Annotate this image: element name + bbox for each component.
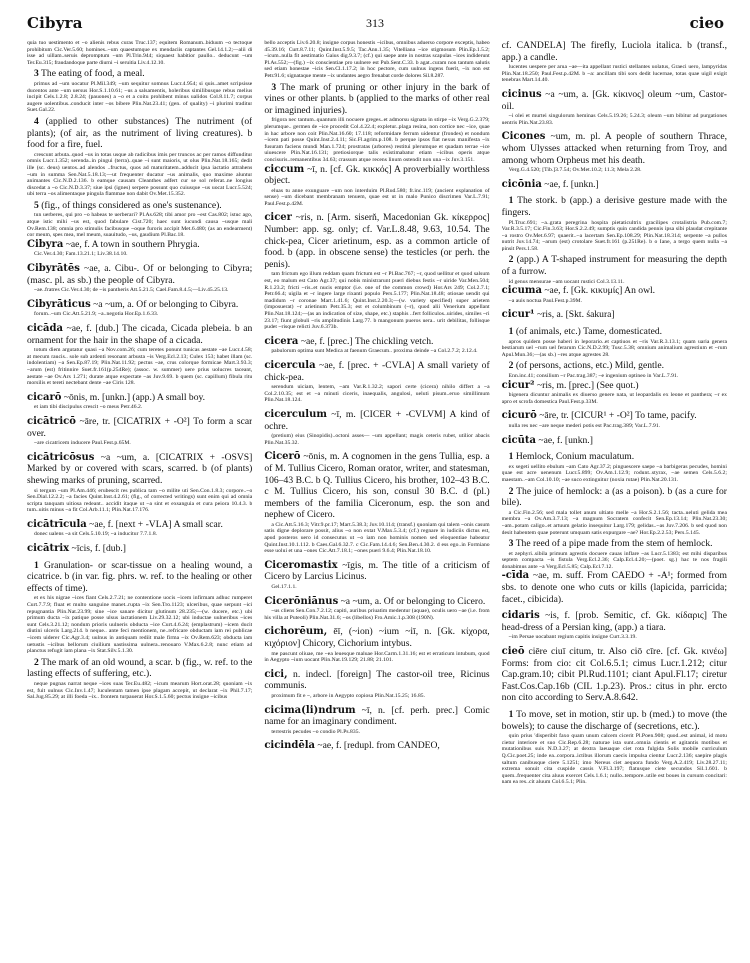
sense-text: (of animals, etc.) Tame, domesticated. bbox=[515, 326, 663, 338]
dictionary-entry bbox=[264, 451, 489, 555]
definition-line bbox=[502, 570, 727, 605]
page-number: 313 bbox=[366, 16, 384, 30]
citation-block: pabulorum optima sunt Medica at faenum Graecum.. proxima deinde ~a Col.2.7.2; 2.12.4. bbox=[271, 348, 478, 355]
definition-text: ~ae, f. [unkn.] bbox=[541, 178, 599, 190]
definition-line bbox=[264, 596, 489, 608]
citation-block: crescunt arbuta..quod ~us in totas usque ab radicibus imis per truncos ac per ramos diffunditur omnis Lucr.1.352; serenda..in pingui (terra)..quae ~i sunt maioris, ut olus Plin.Nat.18.165; dedit ille (sc. deus) uentos..ad alendos ..fructus, quos ad maturitatem..adducit ipsa iactatio attrahens ~um in summa Sen.Nat.5.18.13;—ut frequenter ducatur ~us animalis, quo maxime aluntur animantes Cic.N.D.2.136. b eamque causam Cleanthes adfert cur se sol referat..ne longius discedat a ~o Cic.N.D.3.37; siue ipsi (ignes) serpere possunt quo cuiusque ~us uocat Lucr.5.524; ubi terra ~os alimentaque pingula flammae non dabit Ov.Met.15.352. bbox=[27, 151, 253, 198]
headword: cichorēum, bbox=[264, 626, 328, 638]
citation-block: tam frictum ego illum reddam quam frictum est ~r Pl.Bac.767; ~r, quod uellitur et quod salsum est, eo malum est Cato Agr.37; qui nobis ministrarunt pueri diebus festis ~r uiride Var.Men.504; R.1.23.2; fricti ~ris..et nucis emptor (i.e. one of the common crowd) Hor.Ars 249; Col.2.7.1; Petr.66.4; uigila et ~r ingere large rixanti populo Pers.5.177; Plin.Nat.18.48; otiosae uendit qui madidum ~r coronae Mart.1.41.6; Quint.Inst.2.20.3;—(w. variety specified) super arietem (imposuerat) ~r arietinum Petr.35.3; est et columbinum (~r), quod alii Venerium appellant Plin.Nat.18.124;—(as an indication of size, shape, etc.) staphis ..fert folliculos..uirides, similes ~ri 23.17; fiunt globuli ~ris amplitudinis Larg.77. b mangonum pueros uera.. urit debilitas, follisque pudet ~risque relicti Juv.6.373b. bbox=[264, 271, 490, 331]
entry-continuation bbox=[502, 40, 727, 84]
citation-continuation: bello acceptis Liv.6.20.8; insigne corpus honestis ~icibus, omnibus aduerso corpore exceptis, habeo 45.39.16; Curt.8.7.11; Quint.Inst.5.9.5; Tac.Ann.1.35; Vitelliana ~ice stigmosum Plin.Ep.1.5.2; ~icum..nulla fit aestimatio Gaius dig.9.3.7; (cf.) qui saepe ante in nostras scapulas ~ices indiderunt Pl.As.552;—(fig.) ~ix conscientiae pro uulnere est Pub.Sent.C.33. b agat..curam non tantum salutis sed etiam honestae ~icis Sen.Cl.1.17.2; in hoc pectore, cum uulnus ingens fuerit, ~ix non est Petr.91.6; signataque mente ~ix undantes aegro frenabat corde dolores Sil.8.287. bbox=[264, 40, 490, 79]
dictionary-entry bbox=[264, 360, 489, 404]
sense-number: 2 bbox=[508, 254, 514, 266]
citation-block: ~im Persae uocabant regium capitis insigne Curt.3.3.19. bbox=[508, 634, 637, 641]
definition-line bbox=[502, 179, 727, 191]
headword: ciccum bbox=[264, 163, 305, 175]
citation-block: ex segeti uellito ebulum ~am Cato Agr.37.2; pinguescere saepe ~a barbigeras pecudes, homini quae est acre uenenum Lucr.5.899; Ov.Am.1.12.9; rodunt..styrax, ~ae semen Cels.5.6.2; maestam..~am Col.10.10; ~ae suco extinguitur (noxia rutae) Plin.Nat.20.131. bbox=[501, 463, 727, 483]
citation-block: donec ualens ~a sit Cels.5.10.19; ~a inducitur 7.7.1.8. bbox=[34, 531, 158, 538]
definition-line bbox=[264, 626, 489, 649]
definition-line bbox=[264, 212, 489, 270]
sense-text: (of persons, actions, etc.) Mild, gentle. bbox=[515, 360, 664, 372]
definition-line bbox=[502, 646, 727, 704]
dictionary-entry bbox=[264, 705, 489, 736]
sense-number: 5 bbox=[34, 199, 39, 211]
headword: Cibyrātēs bbox=[27, 263, 80, 275]
definition-text: ~īgis, m. The title of a criticism of Cicero by Larcius Licinus. bbox=[264, 559, 490, 583]
headword: Cicerōniānus bbox=[264, 595, 339, 607]
citation-block: quin prius 'disperibit faxo quam unum calcem cicerit Pl.Poen.908; quod..est animal, id motu cietur interiore et suo Cic.Rep.6.28; naturae ista sunt..omnia cientis et agitantis motibus et mutationibus suis N.D.3.27; at dextra laeuaque ciet rota fulgida Solis mobile curriculum Q.Cic.poet.25; inde ea..corpora..ictibus illorum caecis impulsa cientur Lucr.2.136; saepire plagis saltum canibusque ciere 5.1251; imo Nereus ciet aequora fundo Verg.A.2.419; Liv.28.27.11; extrema sonuit cita cuspide cassis V.Fl.3.197; flatusque ciete secundos Sil.1.601. b quem..frequenter cita aluus exercet Cels.1.6.1; nullo..tempore..utile est boues in cursum concitari: nam ea res..cit aluum Col.6.5.1; Plin. bbox=[501, 733, 727, 786]
definition-line bbox=[502, 89, 727, 112]
definition-text: ~ōnis, m. A cognomen in the gens Tullia, esp. a of M. Tullius Cicero, Roman orator, writer, and statesman, 106–43 B.C. b Q. Tullius Cicero, his brother, 102–43 B.C. c M. Tullius Cicero, his son, consul 30 B.C. d (pl.) members of the familia Ciceronum, esp. the son and nephew of Cicero. bbox=[264, 451, 490, 521]
headword: cicāda bbox=[27, 323, 63, 334]
citation-block: id genus mensurae ~am uocant rustici Col.3.13.11. bbox=[508, 278, 625, 285]
headword: cicur² bbox=[501, 379, 535, 391]
sense-number: 1 bbox=[508, 451, 514, 463]
definition-line bbox=[27, 392, 252, 404]
headword: cicur¹ bbox=[501, 309, 535, 321]
definition-text: ~ōnis, m. [unkn.] (app.) A small boy. bbox=[61, 391, 206, 403]
sense-text: (app.) A T-shaped instrument for measuring the depth of a furrow. bbox=[501, 254, 727, 278]
citation-block: frigora nec tantum..quantum illi nocuere greges..et admorsu signata in stirpe ~ix Verg.G.2.379; plerumque.. germen de ~ice procedit Col.4.22.4; expletur..plaga resina, non cortice nec ~ice, quae in hac arbore non coit Plin.Nat.16.60; 17.118; reformidare ferrum uidentur (frondes) et nondum ~icem pati posse Quint.Inst.2.4.11; Sic.Fl.agrim.p.108. b perque ipsos fiat nexus manifesta ~ix fusuram faciens mundi Man.1.724; prostratas (arbores) restitui plerumque et quadam terrae ~ice uiuescere Plin.Nat.16.131; pretiosiorque talis existimabatur etiam ~icibus operis atque concisuris..remanentibus 34.63; crassum atque recens linum ostendit non una ~ix Juv.3.151. bbox=[264, 117, 490, 163]
sense-definition bbox=[502, 360, 727, 372]
citation-block: nulla res nec ~are neque mederi potis est Pac.trag.389; Var.L.7.91. bbox=[508, 422, 661, 429]
dictionary-entry bbox=[264, 560, 489, 591]
definition-text: ~a ~um, a. [CICATRIX + -OSVS] Marked by or covered with scars, scarred. b (of plants) shewing marks of pruning, scarred. bbox=[27, 451, 253, 486]
definition-text: ~a ~um, a. Of or belonging to Cicero. bbox=[338, 595, 486, 607]
definition-line bbox=[27, 543, 252, 555]
sense-definition bbox=[27, 200, 252, 212]
definition-text: ~a ~um, a. Of or belonging to Cibyra. bbox=[90, 298, 239, 310]
headword: -cīda bbox=[501, 570, 530, 582]
sense-number: 2 bbox=[34, 656, 39, 668]
citation-block: proximum fit e ~, arbore in Aegypto copiosa Plin.Nat.15.25; 16.85. bbox=[271, 692, 426, 699]
definition-text: ~ae, m. suff. From CAEDO + -A¹; formed from sbs. to denote one who cuts or kills (lapicida, parricida; facet., cibicida). bbox=[501, 570, 727, 605]
definition-text: ~ae, f. [prec.] The chickling vetch. bbox=[298, 335, 434, 347]
headword: cicūta bbox=[501, 434, 537, 446]
sense-definition bbox=[27, 116, 252, 151]
definition-line bbox=[502, 309, 727, 321]
headword: cicima(li)ndrum bbox=[264, 704, 356, 716]
dictionary-entry bbox=[502, 179, 727, 191]
dictionary-entry bbox=[502, 410, 727, 429]
citation-block: me pascunt oliuae, me ~ea leuesque maluae Hor.Carm.1.31.16; est et erraticum intubum, quod in Aegypto ~ium uocant Plin.Nat.19.129; 21.88; 21.101. bbox=[264, 650, 490, 664]
dictionary-entry bbox=[502, 309, 727, 321]
citation-block: et iam tibi discipulus crescit ~o meus Petr.46.2. bbox=[34, 404, 143, 411]
citation-block: Enn.inc.41; consilium ~r Pac.trag.387; ~e ingenium optineo in Var.L.7.91. bbox=[508, 373, 679, 379]
citation-block: tun uerberes, qui pro ~o habeas te uerberari? Pl.As.628; tibi amor pro ~est Cas.802; istuc ago, atque istic mihi ~us est, quod fabulare Cist.720; haec sunt iucundi causa ~usque mali Ov.Rem.138; omnia pro stimulis facibusque ~oque furoris accipit Met.6.480; (as an endearment) cor meum, spes mea, mel meum, suauitudo, ~us, gaudium Pl.Bac.18. bbox=[27, 212, 253, 239]
sense-text: The stork. b (app.) a derisive gesture made with the fingers. bbox=[501, 195, 727, 218]
dictionary-entry bbox=[27, 543, 252, 555]
definition-line bbox=[264, 669, 489, 692]
citation-block: a Cic.Att.5.16.3; Vitr.9.pr.17; Mart.5.38.3; Juv.10.114; (transf.) quoniam qui talem ~onis casum satis digne deplorare possit, alius ~o non extat V.Max.5.3.4; (cf.) regnare in iudiciis dictus est, apud posteros uero id consecutus ut ~o iam non hominis nomen sed eloquentiae habeatur Quint.Inst.10.1.112. b Caes.Gal.6.32.7. c Cic.Fam.14.4.6; Sen.Ben.4.30.2. d ess ego..in Formiano esse uolui et una ~ones Cic.Att.7.18.1; ~ones pueri 9.6.4; Plin.Nat.18.10. bbox=[264, 521, 490, 555]
dictionary-entry bbox=[502, 285, 727, 304]
definition-line bbox=[264, 360, 489, 383]
dictionary-entry bbox=[502, 89, 727, 126]
sense-definition bbox=[502, 709, 727, 732]
column-3 bbox=[502, 40, 727, 955]
citation-block: ~us cliens Sen.Con.7.2.12; capiti, auribus priuatim medentur (aquae), oculis uero ~ae (i.e. from his villa at Puteoli) Plin.Nat.31.6; ~os (libellos) Fro.Amic.1.p.308 (190N). bbox=[264, 608, 490, 621]
dictionary-entry bbox=[264, 409, 489, 446]
sense-definition bbox=[502, 195, 727, 218]
sense-number: 3 bbox=[34, 68, 39, 80]
definition-text: ~ae, f. [prec. + -CVLA] A small variety of chick-pea. bbox=[264, 359, 490, 383]
dictionary-entry bbox=[27, 299, 252, 318]
definition-text: ciēre ciuī citum, tr. Also ciō cīre. [cf. Gk. κινέω] Forms: from cio: cit Col.6.5.1; cimus Lucr.1.212; citur Cap.gram.10; cibit Pl.Rud.1101; ciant Apul.Fl.17; ciretur Fast.Cos.Cap.16b (CIL 1.p.23). Pros.: citus in phr. ercto non cito according to Serv.A.8.642. bbox=[501, 646, 727, 704]
definition-text: ~ae, f. [next + -VLA] A small scar. bbox=[86, 518, 223, 530]
sense-definition bbox=[502, 254, 727, 277]
headword: cicerculum bbox=[264, 408, 327, 420]
dictionary-entry bbox=[27, 452, 252, 514]
sense-definition bbox=[264, 82, 489, 117]
citation-block: et zephyri..sibila primum agrestis docuere cauas inflare ~as Lucr.5.1383; est mihi disparibus septem compacta ~is fistula Verg.Ecl.2.36; Calp.Ecl.4.20;—(poet. sg.) hac te nos fragili donabimus ante ~a Verg.Ecl.5.85; Calp.Ecl.7.12. bbox=[501, 550, 727, 570]
dictionary-entry bbox=[264, 596, 489, 622]
dictionary-entry bbox=[264, 626, 489, 663]
sense-text: The eating of food, a meal. bbox=[41, 68, 145, 80]
dictionary-entry bbox=[264, 212, 489, 330]
sense-number: 1 bbox=[34, 559, 39, 571]
citation-block: apros quidem posse haberi in leporario..et captiuos et ~ris Var.R.3.13.1; quam uaria genera bestiarum uel ~rum uel ferarum Cic.N.D.2.99; Tusc.5.38; omnium animalium agrestium et ~rum Apul.Mun.36;—(as sb.) ~res atque agrestes 28. bbox=[501, 338, 727, 358]
citation-block: Cic.Ver.4.30; Fam.13.21.1; Liv.38.14.10. bbox=[34, 251, 128, 258]
dictionary-entry bbox=[27, 263, 252, 294]
headword: cidaris bbox=[501, 610, 540, 622]
headword: cicarō bbox=[27, 391, 62, 403]
definition-text: ~ris, n. [Arm. siserň, Macedonian Gk. κίκερρος] Number: app. sg. only; cf. Var.L.8.48, 9.63, 10.54. The chick-pea, Cicer arietinum, esp. as a common article of food. b (app. in obscene sense) the testicles (or perh. the penis). bbox=[264, 212, 490, 270]
citation-block: Verg.G.4.520; [Tib.]3.7.54; Ov.Met.10.2; 11.3; Mela 2.28. bbox=[508, 167, 642, 174]
headword: cicōnia bbox=[501, 178, 542, 190]
dictionary-entry bbox=[502, 380, 727, 406]
citation-block: ~ae..fratres Cic.Ver.4.30; de ~is pantheris Att.5.21.5; Cael.Fam.8.4.5;—Liv.45.25.13. bbox=[34, 287, 229, 294]
sense-text: (fig., of things considered as one's sustenance). bbox=[41, 199, 222, 211]
dictionary-entry bbox=[27, 323, 252, 387]
definition-text: ~āre, tr. [CICATRIX + -O²] To form a scar over. bbox=[27, 415, 253, 439]
citation-block: primus ad ~um uocatur Pl.Mil.349; ~um sequitur somnus Lucr.4.954; si quis..amet scripsisse ducentos ante ~um uersus Hor.S.1.10.61; ~us a salsamentis, holeribus similibusque rebus melius incipit Cels.1.2.8; 2.8.24; (pauones) a ~o et a coitu prohibent minus ualidos Col.8.11.7; corpus augere uolentibus..conducit inter ~os bibere Plin.Nat.23.41; (gen. of quality) ~i plurimi traditur Suet.Gal.22. bbox=[27, 80, 253, 114]
definition-line bbox=[502, 285, 727, 297]
sense-number: 1 bbox=[508, 326, 514, 338]
definition-line bbox=[27, 263, 252, 286]
sense-number: 4 bbox=[34, 115, 39, 127]
sense-number: 1 bbox=[508, 195, 514, 207]
definition-text: ~ī, n. [cf. Gk. κικκός] A proverbially worthless object. bbox=[264, 163, 490, 187]
headword: cicurō bbox=[501, 410, 537, 422]
headword: cicātrīcula bbox=[27, 518, 87, 530]
citation-block: totum diem argutatur quasi ~a Nov.com.26; cum teretes ponunt tunicas aestate ~ae Lucr.4.58; at mecum raucis.. sole sub ardenti resonant arbusta ~is Verg.Ecl.2.13; Culex 153; habet illam (sc. indolentiam) ~a Sen.Ep.87.19; Plin.Nat.11.92; pectus ~ae, crus colorque formicae Mart.3.93.3; ~arum (est) fritinnire Suet.fr.161(p.254Re); (assoc. w. summer) uere prius uolucres taceant, aestate ~ae Ov.Ars 1.271; durate atque expectate ~as Juv.9.69. b quem (sc. capillum) fibula ritu morsilis et tereti nectebant dente ~ae Ciris 128. bbox=[27, 347, 253, 387]
sense-text: To move, set in motion, stir up. b (med.) to move (the bowels); to cause the discharge of (secretions, etc.). bbox=[501, 709, 727, 732]
definition-line bbox=[264, 164, 489, 187]
column-1 bbox=[27, 40, 252, 955]
citation-block: bigenera dicuntur animalis ex diuerso genere nata, ut leopardalis ex leone et panthera; ~r ex apro et scrofa domestica Paul.Fest.p.33M. bbox=[501, 392, 727, 405]
dictionary-entry bbox=[502, 646, 727, 704]
dictionary-entry bbox=[502, 435, 727, 447]
definition-line bbox=[264, 409, 489, 432]
definition-line bbox=[502, 380, 727, 392]
citation-continuation: quia tuo uestimento et ~o alienis rebus curas Truc.137; equitem Romanum..biduum ~o tectoque prohibitum Cic.Ver.5.60; homines..~um quaestumque ex mendaciis captantes Gel.14.1.2;—alii di isse ad uillam..seruis depromptum ~um Pl.Trin.944; siquaest habitior paullo.. deducunt ~um Ter.Eu.315; fraudandoque parte diurni ~i seruitia Liv.4.12.10. bbox=[27, 40, 253, 66]
dictionary-entry bbox=[27, 519, 252, 538]
dictionary-entry bbox=[502, 570, 727, 605]
definition-line bbox=[264, 705, 489, 728]
definition-text: ~ae, f. A town in southern Phrygia. bbox=[63, 238, 200, 250]
definition-line bbox=[27, 239, 252, 251]
headword: cieō bbox=[501, 646, 525, 658]
definition-line bbox=[27, 452, 252, 487]
definition-line bbox=[264, 560, 489, 583]
sense-number: 2 bbox=[508, 485, 514, 497]
citation-block: Gel.17.1.1. bbox=[271, 584, 297, 591]
citation-block: neque pugnas narrat neque ~ices suas Ter.Eu.482; ~icum mearum Hort.orat.28; quoniam ~ix est, fuit uulnus Cic.Inv.1.47; luculentam tamen ipse plagam accepit, ut declarat ~ix Phil.7.17; Sal.Jug.85.29; at illi foeda ~ix.. frontem turpauerat Hor.S.1.5.60; pectus insigne ~icibus bbox=[27, 680, 253, 701]
headword: Cibyrāticus bbox=[27, 298, 91, 310]
headword: cici, bbox=[264, 668, 288, 680]
definition-text: ~ae, f. [unkn.] bbox=[536, 434, 593, 446]
sense-definition bbox=[27, 560, 252, 595]
sense-definition bbox=[502, 451, 727, 463]
sense-text: The mark of an old wound, a scar. b (fig., w. ref. to the lasting effects of suffering, etc.). bbox=[27, 656, 253, 680]
headword: cicer bbox=[264, 212, 292, 224]
definition-text: ~ris, m. [prec.] (See quot.) bbox=[534, 379, 639, 391]
definition-line bbox=[502, 435, 727, 447]
citation-block: terrestris pecudes ~o condio Pl.Ps.835. bbox=[271, 728, 361, 735]
sense-definition bbox=[27, 68, 252, 80]
definition-text: cf. CANDELA] The firefly, Luciola italica. b (transf., app.) a candle. bbox=[501, 40, 727, 63]
columns bbox=[27, 40, 727, 955]
citation-block: eluas tu anne exunguare ~um non interduim Pl.Rud.580; fr.inc.119; (ancient explanation of sense) ~um dicebant membranam tenuem, quae est ut in malo Punico discrimen Var.L.7.91; Paul.Fest.p.42M. bbox=[264, 187, 490, 207]
headword: cicuma bbox=[501, 285, 542, 297]
definition-line bbox=[27, 299, 252, 311]
definition-text: n. indecl. [foreign] The castor-oil tree, Ricinus communis. bbox=[264, 668, 490, 692]
definition-text: ~āre, tr. [CICUR¹ + -O²] To tame, pacify. bbox=[536, 410, 697, 422]
sense-text: The reed of a pipe made from the stem of hemlock. bbox=[515, 538, 713, 550]
dictionary-entry bbox=[264, 164, 489, 208]
headword: cicinus bbox=[501, 88, 542, 100]
citation-block: ~i olei et murtei singulorum heminas Cels.5.19.26; 5.24.3; oleum ~um bibitur ad purgationes uentris Plin.Nat.23.83. bbox=[501, 113, 727, 126]
sense-text: Hemlock, Conium maculatum. bbox=[515, 451, 635, 463]
citation-block: serendum uiciam, lentem, ~am Var.R.1.32.2; sapori certe (cicera) nihilo differt a ~a Col.2.10.35; est et ~a minuti ciceris, inaequalis, angulosi, ueluti pisum..eruo simillimum Plin.Nat.18.124. bbox=[264, 384, 490, 404]
citation-block: (pretium) eius (Sinopidis)..octoni asses— ~um appellant; magis ceteris rubet, utilior abacis Plin.Nat.35.32. bbox=[264, 433, 490, 446]
sense-definition bbox=[502, 326, 727, 338]
citation-block: ~a auis noctua Paul.Fest.p.39M. bbox=[508, 297, 583, 304]
sense-definition bbox=[502, 538, 727, 550]
headword: cicera bbox=[264, 335, 299, 347]
definition-text: ~ae, f. [redupl. from CANDEO, bbox=[315, 740, 440, 752]
citation-block: et ex his nigrae ~ices fiant Cels.2.7.21; ne contentione uocis ~icem infirmam adhuc rumperet Curt.7.7.9; fluat et multo sanguine manet..rupta ~ix Sen.Tro.1123; ulceribus, quae serpunt ~ici repugnantia Plin.Nat.23.99; sine ~ice sanare dicitur glutinum 28.235;—(w. ducere, etc.) ubi primum ducta ~ix patique posse ulsus iactationem Liv.29.32.12; ubi inductae uulneribus ~ices sunt Cels.3.21.12; nondum prioris uulneris obducta ~ice Curt.4.6.24; (emplastrum) ~icem ducit diutini ulceris Larg.214. b neque.. ante feci mentionem, ne..refricare obductam iam rei publicae ~icem uiderer Cic.Agr.3.4; uulnus in antiquam rediit male firma ~ix Ov.Rem.623; obducta iam uetustis ~icibus bellorum ciuilium uastissima uulnera..renouaro V.Max.6.2.8; nunc etiam ad planctus refugit iam plana ~ix Stat.Silv.5.1.30. bbox=[27, 595, 253, 655]
definition-line bbox=[502, 610, 727, 633]
definition-line bbox=[27, 519, 252, 531]
definition-text: ~ī, m. [CICER + -CVLVM] A kind of ochre. bbox=[264, 408, 490, 432]
citation-block: a Cic.Fin.2.56; sed mala tollet anum ultiato melle ~a Hor.S.2.1.56; tacta..ueluti gelida mea membra ~a Ov.Am.3.7.13; ~a magnum Socratem confecit Sen.Ep.13.14; Plin.Nat.23.30; ~am..potam caligo..et artuum gelatio insequitur Larg.179; gelidas..~as Juv.7.206. b sed quod non desit habentem quae poterunt umquam satis expurgare ~ae? Hor.Ep.2.2.53; Pers.5.145. bbox=[501, 509, 727, 536]
dictionary-entry bbox=[264, 669, 489, 700]
definition-text: ~ī, n. [cf. perh. prec.] Comic name for an imaginary condiment. bbox=[264, 704, 490, 728]
dictionary-entry bbox=[27, 239, 252, 258]
definition-text: ~ris, a. [Skt. śakura] bbox=[534, 309, 615, 321]
definition-line bbox=[502, 131, 727, 166]
definition-text: ~ae, f. [dub.] The cicada, Cicada plebeia. b an ornament for the hair in the shape of a cicada. bbox=[27, 323, 253, 346]
headword: cicātricō bbox=[27, 415, 76, 427]
sense-number: 1 bbox=[508, 709, 514, 720]
running-head-last-word: cieo bbox=[689, 14, 724, 32]
dictionary-entry bbox=[27, 416, 252, 447]
definition-line bbox=[264, 451, 489, 521]
definition-text: ~a ~um, a. [Gk. κίκινος] oleum ~um, Castor-oil. bbox=[501, 88, 727, 112]
definition-line bbox=[264, 336, 489, 348]
sense-number: 3 bbox=[508, 538, 514, 550]
definition-text: ~um, m. pl. A people of southern Thrace, whom Ulysses attacked when returning from Troy, and among whom Orpheus met his death. bbox=[501, 131, 727, 166]
headword: cicercula bbox=[264, 359, 316, 371]
headword: cicātrix bbox=[27, 543, 70, 555]
definition-text: ~ae, f. [Gk. κικυμίς] An owl. bbox=[541, 285, 656, 297]
dictionary-entry bbox=[27, 392, 252, 411]
headword: Cicones bbox=[501, 131, 546, 143]
dictionary-entry bbox=[502, 610, 727, 641]
running-head bbox=[0, 14, 750, 36]
dictionary-entry bbox=[502, 131, 727, 173]
definition-line bbox=[502, 410, 727, 422]
definition-line bbox=[264, 740, 489, 752]
definition-text: ~īcis, f. [dub.] bbox=[69, 543, 126, 555]
definition-text: ~is, f. [prob. Semitic, cf. Gk. κίδαρις] The head-dress of a Persian king, (app.) a tiara. bbox=[501, 610, 727, 633]
sense-definition bbox=[502, 486, 727, 509]
sense-number: 2 bbox=[508, 360, 514, 372]
sense-number: 3 bbox=[271, 81, 277, 93]
sense-text: The juice of hemlock: a (as a poison). b (as a cure for bile). bbox=[501, 485, 727, 509]
headword: Cibyra bbox=[27, 238, 64, 250]
definition-line bbox=[27, 416, 252, 439]
column-2 bbox=[264, 40, 489, 955]
definition-text: ēī, (~ion) ~ium ~iī, n. [Gk. κίχορα, κιχόριον] Chicory, Cichorium intybus. bbox=[264, 626, 490, 649]
sense-text: Granulation- or scar-tissue on a healing wound, a cicatrice. b (in var. fig. phrs. w. ref. to the healing or other effects of time). bbox=[27, 559, 253, 594]
citation-block: Pl.Truc.691; ~a..grata peregrina hospita pietaticultrix gracilipes crotalistria Pub.com.7; Var.R.3.5.17; Cic.Fin.3.63; Hor.S.2.2.49; sumptis quin candida pennis ipsa sibi plaudat crepitante ~a rostro Ov.Met.6.97; quaerit..~a lacertam Sen.Ep.108.29; Plin.Nat.18.314; serpente ~a pullos nutrit Juv.14.74; ~arum (est) crotolare Suet.fr.161 (p.251Re). b o Iane, a tergo quem nulla ~a pinsit Pers.1.58. bbox=[501, 219, 727, 252]
headword: cicātricōsus bbox=[27, 451, 95, 463]
headword: Cicerō bbox=[264, 451, 301, 463]
headword: Ciceromastix bbox=[264, 559, 338, 571]
dictionary-entry bbox=[264, 740, 489, 752]
sense-text: The mark of pruning or other injury in the bark of vines or other plants. b (applied to the marks of other real or imagined injuries). bbox=[264, 81, 490, 116]
dictionary-entry bbox=[264, 336, 489, 355]
headword: cicindēla bbox=[264, 740, 316, 752]
citation-block: ~are cicatricem inducere Paul.Fest.p.65M. bbox=[34, 440, 131, 447]
sense-text: (applied to other substances) The nutriment (of plants); (of air, as the nutriment of living creatures). b food for a fire, fuel. bbox=[27, 115, 253, 151]
citation-block: si tergum ~um Pl.Am.446; erubescit res publica tam ~o milite uti Sen.Con.1.8.3; corpore..~o Sen.Dial.12.2.2; ~a facies Quint.Inst.4.2.61; (fig., of corrected writings) sunt enim qui ad omnia scripta tanquam uitiosa redeant.. accidit itaque ut ~a sint et exsanguia et cura peiora 10.4.3. b tum..uitis minus ~a fit Col.Arb.11.1; Plin.Nat.17.176. bbox=[27, 487, 253, 514]
sense-definition bbox=[27, 657, 252, 680]
citation-block: lucentes uespere per arua ~ae—ita appellant rustici stellantes uolatus, Graeci uero, lampyridas Plin.Nat.18.250; Paul.Fest.p.42M. b ~a: ancillam tibi sors dedit lucernae, totas quae uigil exigit tenebras Mart.14.40. bbox=[501, 64, 727, 84]
definition-line bbox=[27, 323, 252, 346]
running-head-first-word: Cibyra bbox=[27, 14, 83, 32]
definition-text: ~ae, a. Cibu-. Of or belonging to Cibyra; (masc. pl. as sb.) the people of Cibyra. bbox=[27, 263, 253, 286]
citation-block: forum..~um Cic.Att.5.21.9; ~a..negotia Hor.Ep.1.6.33. bbox=[34, 311, 159, 318]
